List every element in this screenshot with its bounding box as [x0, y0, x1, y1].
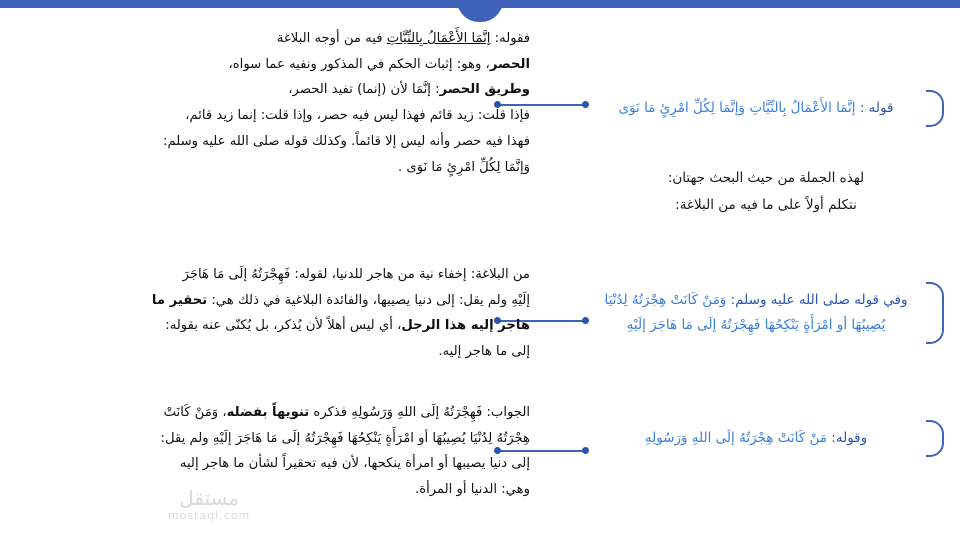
paragraph-2-line-3: هاجر إليه هذا الرجل، أي ليس أهلاً لأن يُذكر، بل يُكنّى عنه بقوله: — [165, 318, 530, 334]
paragraph-3-line-2: هِجْرَتُهُ لِدُنْيَا يُصِيبُهَا أو امْرَأَةٍ يَنْكِحُهَا فَهِجْرَتُهُ إلَى مَا هَاجَرَ إلَيْهِ ولم يقل: — [160, 430, 530, 446]
quote-lead-2: وفي قوله صلى الله عليه وسلم: — [726, 292, 908, 308]
paragraph-3-line-1: الجواب: فَهِجْرَتُهُ إلَى اللهِ وَرَسُولِهِ فذكره تنويهاً بفضله، وَمَنْ كَانَتْ — [163, 405, 530, 420]
quote-block-1 — [586, 90, 946, 127]
paragraph-1-line-2: الحصر، وهو: إثبات الحكم في المذكور ونفيه عما سواه، — [228, 56, 530, 72]
paragraph-1 — [110, 26, 530, 180]
paragraph-1-line-5: فهذا فيه حصر وأنه ليس إلا قائماً. وكذلك قوله صلى الله عليه وسلم: — [163, 133, 530, 149]
paragraph-1-line-1: فقوله: إنَّمَا الأَعْمَالُ بِالنِّيَّاتِ فيه من أوجه البلاغة — [276, 31, 530, 46]
quote-text-3 — [586, 420, 926, 457]
paragraph-1-underline: إنَّمَا الأَعْمَالُ بِالنِّيَّاتِ — [386, 31, 491, 46]
quote-text-2 — [586, 282, 926, 344]
connector-dot-right-1 — [582, 101, 589, 108]
quote-lead-3: وقوله: — [827, 430, 868, 446]
quote-block-3 — [586, 420, 946, 457]
quote-text-1 — [586, 90, 926, 127]
bracket-shape-2 — [926, 282, 944, 344]
paragraph-1-line-3: وطريق الحصر: إنَّمَا لأن (إنما) تفيد الحصر، — [288, 82, 530, 98]
paragraph-3-line-3: إلى دنيا يصيبها أو امرأة ينكحها، لأن فيه تحقيراً لشأن ما هاجر إليه — [179, 456, 530, 472]
paragraph-2-line-1: من البلاغة: إخفاء نية من هاجر للدنيا، لقوله: فَهِجْرَتُهُ إلَى مَا هَاجَرَ — [182, 267, 530, 282]
paragraph-1-line-6: وَإنَّمَا لِكُلِّ امْرِئٍ مَا نَوَى . — [398, 159, 530, 175]
paragraph-1-line-4: فإذا قلت: زيد قائم فهذا ليس فيه حصر، وإذا قلت: إنما زيد قائم، — [185, 108, 530, 124]
paragraph-2-line-4: إلى ما هاجر إليه. — [438, 344, 530, 360]
quote-body-2: وَمَنْ كَانَتْ هِجْرَتُهُ لِدُنْيَا يُصِيبُهَا أو امْرَأَةٍ يَنْكِحُهَا فَهِجْرَتُهُ إلَى مَا هَاجَرَ إلَيْهِ — [604, 292, 886, 333]
quote-body-3: مَنْ كَانَتْ هِجْرَتُهُ إلَى اللهِ وَرَسُولِهِ — [644, 430, 828, 446]
watermark-url: mostaql.com — [168, 509, 251, 522]
quote-body-1: إنَّمَا الأَعْمَالُ بِالنِّيَّاتِ وَإنَّمَا لِكُلِّ امْرِئٍ مَا نَوَى — [618, 100, 856, 116]
quote-lead-1: قوله : — [855, 100, 894, 116]
bracket-shape-3 — [926, 420, 944, 457]
paragraph-2 — [110, 262, 530, 365]
connector-dot-right-3 — [582, 447, 589, 454]
right-quote-column — [576, 20, 946, 520]
note-line-1: لهذه الجملة من حيث البحث جهتان: — [667, 170, 865, 186]
paragraph-2-line-2: إلَيْهِ ولم يقل: إلى دنيا يصيبها، والفائدة البلاغية في ذلك هي: تحقير ما — [151, 292, 530, 308]
paragraph-3-line-4: وهي: الدنيا أو المرأة. — [415, 482, 530, 498]
quote-block-2 — [586, 282, 946, 344]
bracket-shape-1 — [926, 90, 944, 127]
note-line-2: نتكلم أولاً على ما فيه من البلاغة: — [675, 197, 857, 213]
watermark-brand: مستقل — [179, 486, 240, 510]
watermark — [168, 487, 250, 522]
connector-dot-right-2 — [582, 317, 589, 324]
